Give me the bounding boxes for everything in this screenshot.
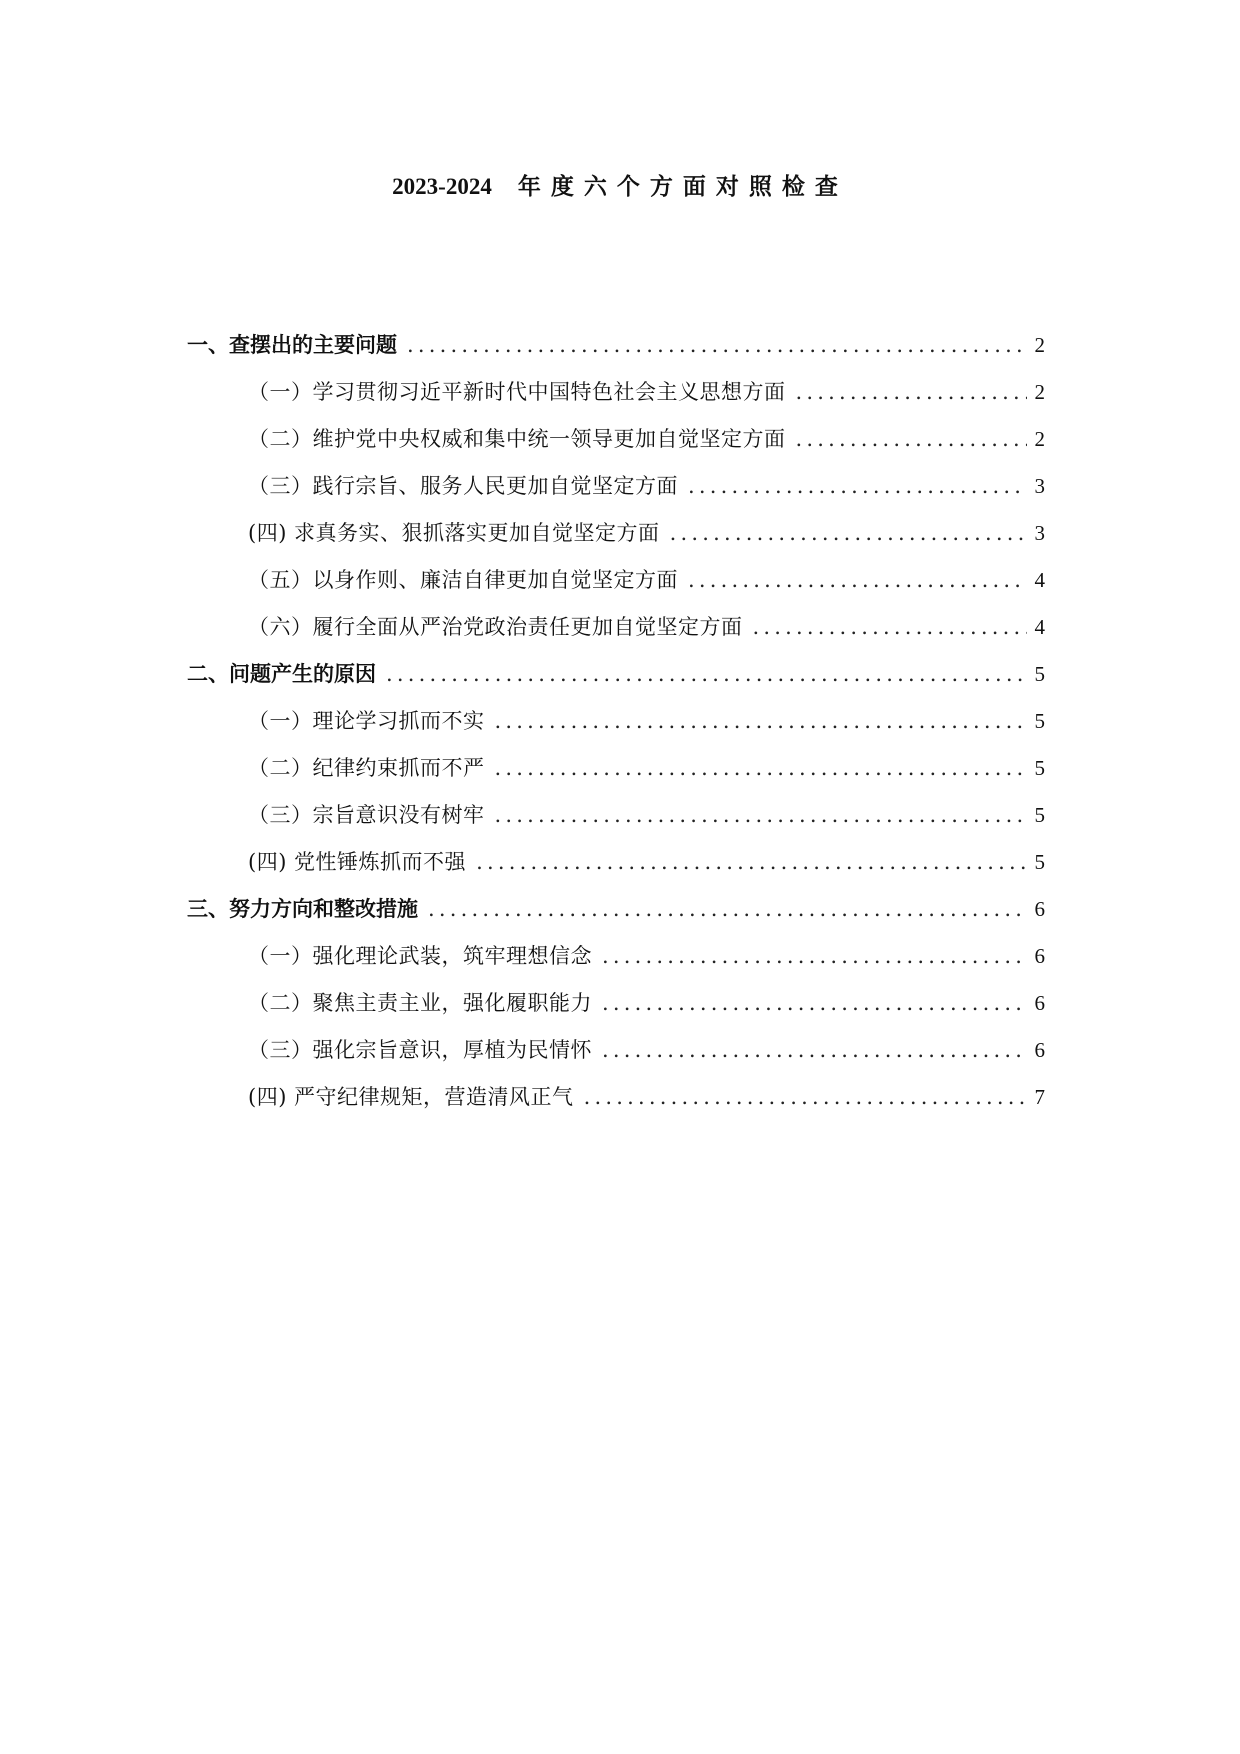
dot-leader [688, 472, 1027, 500]
toc-page-number: 2 [1034, 427, 1045, 451]
title-text: 年度六个方面对照检查 [517, 173, 848, 200]
toc-entry-label: （一）学习贯彻习近平新时代中国特色社会主义思想方面 [248, 380, 786, 404]
toc-page-number: 2 [1034, 333, 1045, 357]
toc-entry-label: 一、查摆出的主要问题 [187, 332, 397, 357]
dot-leader [386, 660, 1027, 688]
toc-entry-label: (四) 求真务实、狠抓落实更加自觉坚定方面 [248, 521, 660, 545]
toc-page-number: 6 [1034, 1038, 1045, 1062]
toc-entry-label: (四) 党性锤炼抓而不强 [248, 850, 467, 874]
toc-entry-1-3[interactable] [248, 468, 1045, 500]
toc-entry-label: 三、努力方向和整改措施 [187, 896, 418, 921]
toc-page-number: 4 [1034, 568, 1045, 592]
toc-entry-label: （一）理论学习抓而不实 [248, 709, 485, 733]
toc-entry-3-1[interactable] [248, 938, 1045, 970]
toc-entry-2-4[interactable] [248, 844, 1045, 876]
title-year: 2023-2024 [392, 174, 492, 199]
dot-leader [407, 331, 1027, 359]
toc-entry-section-2[interactable] [187, 656, 1045, 688]
toc-entry-3-4[interactable] [248, 1079, 1045, 1111]
toc-entry-label: （二）维护党中央权威和集中统一领导更加自觉坚定方面 [248, 427, 786, 451]
toc-entry-1-2[interactable] [248, 421, 1045, 453]
toc-entry-2-3[interactable] [248, 797, 1045, 829]
toc-page-number: 7 [1034, 1085, 1045, 1109]
dot-leader [428, 895, 1027, 923]
toc-entry-label: 二、问题产生的原因 [187, 661, 376, 686]
dot-leader [796, 378, 1028, 406]
toc-entry-2-1[interactable] [248, 703, 1045, 735]
toc-page-number: 6 [1034, 991, 1045, 1015]
dot-leader [688, 566, 1027, 594]
dot-leader [602, 1036, 1027, 1064]
dot-leader [584, 1083, 1027, 1111]
dot-leader [476, 848, 1027, 876]
toc-entry-1-5[interactable] [248, 562, 1045, 594]
dot-leader [495, 754, 1028, 782]
toc-entry-label: （二）聚焦主责主业，强化履职能力 [248, 991, 592, 1015]
toc-entry-label: （三）强化宗旨意识，厚植为民情怀 [248, 1038, 592, 1062]
toc-page-number: 5 [1034, 662, 1045, 686]
toc-entry-label: （六）履行全面从严治党政治责任更加自觉坚定方面 [248, 615, 743, 639]
toc-entry-1-1[interactable] [248, 374, 1045, 406]
toc-entry-1-4[interactable] [248, 515, 1045, 547]
toc-entry-label: （一）强化理论武装，筑牢理想信念 [248, 944, 592, 968]
dot-leader [602, 989, 1027, 1017]
toc-entry-section-3[interactable] [187, 891, 1045, 923]
toc-entry-3-2[interactable] [248, 985, 1045, 1017]
toc-page-number: 6 [1034, 944, 1045, 968]
dot-leader [495, 801, 1028, 829]
toc-entry-1-6[interactable] [248, 609, 1045, 641]
dot-leader [753, 613, 1028, 641]
toc-page-number: 2 [1034, 380, 1045, 404]
toc-page-number: 3 [1034, 474, 1045, 498]
toc-entry-label: （三）宗旨意识没有树牢 [248, 803, 485, 827]
toc-entry-3-3[interactable] [248, 1032, 1045, 1064]
dot-leader [796, 425, 1028, 453]
toc-entry-2-2[interactable] [248, 750, 1045, 782]
toc-page-number: 5 [1034, 850, 1045, 874]
toc-page-number: 4 [1034, 615, 1045, 639]
toc-entry-label: （五）以身作则、廉洁自律更加自觉坚定方面 [248, 568, 678, 592]
dot-leader [670, 519, 1027, 547]
toc-entry-label: (四) 严守纪律规矩，营造清风正气 [248, 1085, 574, 1109]
toc-page-number: 3 [1034, 521, 1045, 545]
dot-leader [495, 707, 1028, 735]
toc-entry-label: （二）纪律约束抓而不严 [248, 756, 485, 780]
toc-page-number: 6 [1034, 897, 1045, 921]
toc-page-number: 5 [1034, 709, 1045, 733]
toc-page-number: 5 [1034, 803, 1045, 827]
toc-entry-section-1[interactable] [187, 327, 1045, 359]
toc-entry-label: （三）践行宗旨、服务人民更加自觉坚定方面 [248, 474, 678, 498]
toc-page-number: 5 [1034, 756, 1045, 780]
dot-leader [602, 942, 1027, 970]
